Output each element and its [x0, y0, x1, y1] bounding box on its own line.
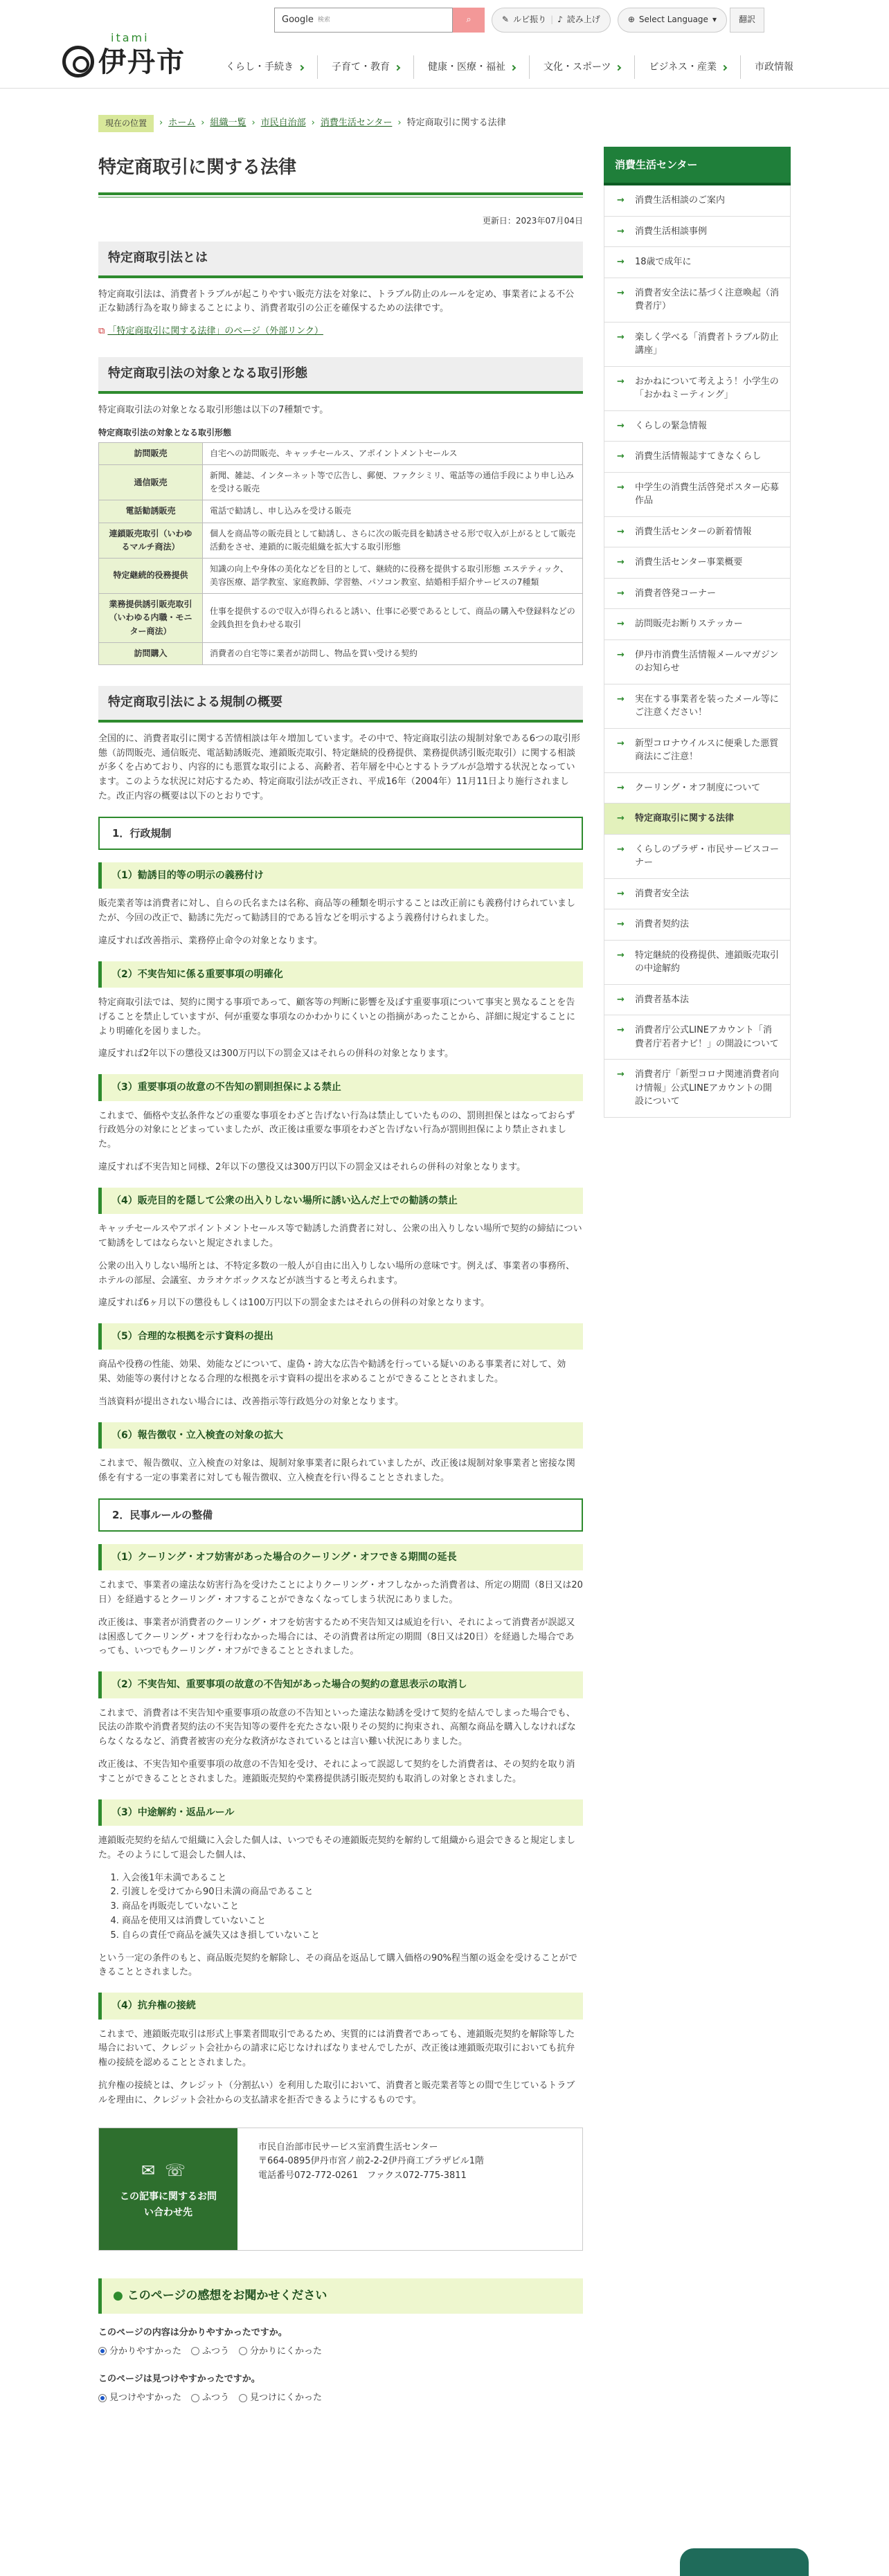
paragraph: キャッチセールスやアポイントメントセールス等で勧誘した消費者に対し、公衆の出入りしない場所で契約の締結について勧誘をしてはならないと規定されました。 — [98, 1224, 582, 1249]
search-placeholder: 検索 — [317, 16, 330, 24]
section-heading: 特定商取引法の対象となる取引形態 — [98, 357, 583, 394]
chevron-right-icon: › — [251, 118, 255, 129]
radio-label: 見つけやすかった — [109, 2393, 182, 2404]
table-header-cell: 通信販売 — [99, 464, 203, 500]
list-item: 3. 商品を再販売していないこと — [122, 1900, 583, 1914]
chevron-down-icon: ▾ — [712, 15, 717, 25]
trade-types-table — [98, 442, 583, 665]
table-row — [99, 464, 583, 500]
radio-option[interactable] — [98, 2345, 181, 2359]
section-heading: 特定商取引法による規制の概要 — [98, 686, 583, 723]
gnav-item[interactable] — [413, 55, 529, 79]
table-cell: 個人を商品等の販売員として勧誘し、さらに次の販売員を勧誘させる形で収入が上がるとして販売活動をさせ、連鎖的に販売組織を拡大する取引形態 — [203, 523, 583, 558]
gnav-label: 健康・医療・福祉 — [428, 62, 505, 73]
chevron-icon — [510, 65, 516, 71]
table-header-cell: 訪問販売 — [99, 442, 203, 464]
item-heading: （2）不実告知に係る重要事項の明確化 — [98, 961, 583, 988]
breadcrumb-link[interactable]: 組織一覧 — [210, 118, 246, 129]
paragraph: これまで、価格や支払条件などの重要な事項をわざと告げない行為は禁止していたものの、罰則担保とはなっておらず行政処分の対象にとどまっていましたが、改正後は重要な事項をわざと告げない行為が罰則担保により禁止されました。 — [98, 1110, 575, 1150]
logo-text: 伊丹市 — [98, 46, 186, 78]
radio-button[interactable] — [239, 2347, 247, 2355]
language-select[interactable] — [618, 8, 727, 33]
item-heading: （4）販売目的を隠して公衆の出入りしない場所に誘い込んだ上での勧誘の禁止 — [98, 1188, 583, 1214]
radio-option[interactable] — [239, 2345, 322, 2359]
breadcrumb-current: 特定商取引に関する法律 — [406, 118, 506, 129]
sidebar-item[interactable]: → 18歳で成年に — [604, 247, 791, 278]
language-label: Select Language — [638, 15, 708, 25]
sidebar-item[interactable]: → 消費生活センターの新着情報 — [604, 517, 791, 548]
table-header-cell: 電話勧誘販売 — [99, 500, 203, 523]
logo-mark-icon — [62, 46, 94, 78]
search-input[interactable] — [274, 8, 453, 33]
chevron-right-icon: › — [311, 118, 315, 129]
ruby-button[interactable]: ✎ ルビ振り | ♪ 読み上げ — [492, 8, 611, 33]
chevron-right-icon: › — [159, 118, 163, 129]
gnav-label: 子育て・教育 — [332, 62, 390, 73]
sidebar-item[interactable]: → くらしの緊急情報 — [604, 411, 791, 442]
item-heading: （3）重要事項の故意の不告知の罰則担保による禁止 — [98, 1074, 583, 1100]
radio-button[interactable] — [191, 2394, 199, 2402]
search-icon: ⌕ — [466, 14, 472, 25]
item-heading: （6）報告徴収・立入検査の対象の拡大 — [98, 1422, 583, 1449]
list-item: 1. 入会後1年未満であること — [122, 1871, 583, 1886]
external-link[interactable]: 「特定商取引に関する法律」のページ（外部リンク） — [107, 326, 323, 337]
table-cell: 新聞、雑誌、インターネット等で広告し、郵便、ファクシミリ、電話等の通信手段により申し込みを受ける販売 — [203, 464, 583, 500]
table-row — [99, 442, 583, 464]
paragraph: 特定商取引法は、消費者トラブルが起こりやすい販売方法を対象に、トラブル防止のルールを定め、事業者による不公正な勧誘行為を取り締まることにより、消費者取引の公正を確保するための法律です。 — [98, 289, 575, 314]
radio-label: 分かりにくかった — [250, 2346, 323, 2357]
sidebar-item[interactable]: → 実在する事業者を装ったメール等にご注意ください！ — [604, 684, 791, 729]
item-heading: （4）抗弁権の接続 — [98, 1993, 583, 2019]
table-cell: 消費者の自宅等に業者が訪問し、物品を買い受ける契約 — [203, 642, 583, 664]
survey-question: このページの内容は分かりやすかったですか。 — [98, 2327, 287, 2338]
sidebar-item[interactable]: → 消費者安全法 — [604, 879, 791, 910]
subsection-heading: 2．民事ルールの整備 — [98, 1498, 583, 1532]
sidebar-item[interactable]: → 消費者基本法 — [604, 985, 791, 1016]
translate-button[interactable]: 翻訳 — [730, 8, 764, 33]
sidebar-item[interactable]: → 特定商取引に関する法律 — [604, 804, 791, 835]
radio-button[interactable] — [98, 2347, 107, 2355]
sidebar-list — [604, 185, 791, 1118]
paragraph: 連鎖販売契約を結んで組織に入会した個人は、いつでもその連鎖販売契約を解約して組織から退会できると規定しました。そのようにして退会した個人は、 — [98, 1835, 576, 1860]
paragraph: 全国的に、消費者取引に関する苦情相談は年々増加しています。その中で、特定商取引法の規制対象である6つの取引形態（訪問販売、通信販売、電話勧誘販売、連鎖販売取引、特定継続的役務提供、業務提供誘引販売取引）に関する相談が多くを占めており、内容的にも悪質な取引による、高齢者、若年層を中心とするトラブルが急増する状況となっています。このような状況に対応するため、特定商取引法が改正され、平成16年（2004年）11月11日より施行されました。改正内容の概要は以下のとおりです。 — [98, 733, 580, 801]
paragraph: これまで、事業者の違法な妨害行為を受けたことによりクーリング・オフしなかった消費者は、所定の期間（8日又は20日）を経過するとクーリング・オフすることができなくなってしまう状況にありました。 — [98, 1580, 583, 1606]
contact-address: 〒664-0895伊丹市宮ノ前2-2-2伊丹商工プラザビル1階 — [258, 2156, 485, 2167]
paragraph: 当該資料が提出されない場合には、改善指示等行政処分の対象となります。 — [98, 1397, 404, 1408]
sidebar-item[interactable]: → 特定継続的役務提供、連鎖販売取引の中途解約 — [604, 941, 791, 985]
contact-header — [99, 2128, 237, 2250]
chevron-right-icon: › — [201, 118, 205, 129]
external-link-row — [98, 325, 583, 339]
table-cell: 知識の向上や身体の美化などを目的として、継続的に役務を提供する取引形態 エステティック、美容医療、語学教室、家庭教師、学習塾、パソコン教室、結婚相手紹介サービスの7種類 — [203, 558, 583, 593]
sidebar-item[interactable]: → 新型コロナウイルスに便乗した悪質商法にご注意！ — [604, 729, 791, 773]
survey-options — [98, 2391, 583, 2406]
section-heading: 特定商取引法とは — [98, 242, 583, 278]
sidebar-item[interactable]: → 消費者安全法に基づく注意喚起（消費者庁） — [604, 278, 791, 323]
table-header-cell: 業務提供誘引販売取引（いわゆる内職・モニター商法） — [99, 594, 203, 643]
search-engine-label: Google — [282, 14, 314, 25]
table-row — [99, 642, 583, 664]
item-heading: （1）クーリング・オフ妨害があった場合のクーリング・オフできる期間の延長 — [98, 1544, 583, 1570]
paragraph: 特定商取引法の対象となる取引形態は以下の7種類です。 — [98, 404, 329, 415]
item-heading: （3）中途解約・返品ルール — [98, 1799, 583, 1826]
radio-label: 見つけにくかった — [250, 2393, 323, 2404]
item-heading: （5）合理的な根拠を示す資料の提出 — [98, 1323, 583, 1350]
subsection-heading: 1．行政規制 — [98, 817, 583, 850]
list-item: 5. 自らの責任で商品を滅失又はき損していないこと — [122, 1929, 583, 1943]
globe-icon: ⊕ — [627, 15, 635, 25]
chevron-icon — [721, 65, 727, 71]
ruby-label: ルビ振り — [513, 15, 547, 25]
table-cell: 自宅への訪問販売、キャッチセールス、アポイントメントセールス — [203, 442, 583, 464]
paragraph: 販売業者等は消費者に対し、自らの氏名または名称、商品等の種類を明示することは改正前にも義務付けられていましたが、今回の改正で、勧誘に先だって勧誘目的である旨などを明示するよう義務付けられました。 — [98, 898, 576, 923]
chevron-icon — [616, 65, 621, 71]
radio-option[interactable] — [191, 2345, 229, 2359]
gnav-item[interactable] — [529, 55, 634, 79]
table-row — [99, 523, 583, 558]
header-toolbar — [274, 7, 764, 33]
radio-option[interactable] — [239, 2391, 322, 2406]
radio-label: 分かりやすかった — [109, 2346, 182, 2357]
radio-option[interactable] — [191, 2391, 229, 2406]
page-title: 特定商取引に関する法律 — [98, 154, 583, 195]
item-heading: （1）勧誘目的等の明示の義務付け — [98, 862, 583, 889]
gnav-item[interactable] — [317, 55, 413, 79]
sidebar-item[interactable]: → おかねについて考えよう！小学生の「おかねミーティング」 — [604, 367, 791, 411]
breadcrumb-here: 現在の位置 — [98, 115, 154, 132]
table-row — [99, 500, 583, 523]
list-item: 4. 商品を使用又は消費していないこと — [122, 1914, 583, 1929]
sidebar-item[interactable]: → 楽しく学べる「消費者トラブル防止講座」 — [604, 323, 791, 367]
survey-heading — [98, 2278, 583, 2314]
sidebar-item[interactable]: → 消費生活情報誌すてきなくらし — [604, 442, 791, 473]
mail-phone-icon: ✉☏ — [141, 2160, 196, 2180]
speaker-icon: ♪ — [557, 15, 563, 25]
paragraph: 抗弁権の接続とは、クレジット（分割払い）を利用した取引において、消費者と販売業者等との間で生じているトラブルを理由に、クレジット会社からの支払請求を拒否できるようにするものです。 — [98, 2080, 575, 2105]
breadcrumb-link[interactable]: 市民自治部 — [260, 118, 306, 129]
contact-heading: この記事に関するお問い合わせ先 — [120, 2191, 217, 2218]
gnav-item[interactable] — [634, 55, 740, 79]
global-nav — [212, 55, 807, 79]
survey-options — [98, 2345, 583, 2359]
survey-question: このページは見つけやすかったですか。 — [98, 2374, 260, 2385]
sidebar-item[interactable]: → 訪問販売お断りステッカー — [604, 609, 791, 640]
gnav-item[interactable] — [212, 55, 317, 79]
page-top-button[interactable] — [680, 2548, 809, 2576]
gnav-item[interactable] — [740, 55, 807, 79]
sidebar-item[interactable]: → 伊丹市消費生活情報メールマガジンのお知らせ — [604, 640, 791, 684]
paragraph: 違反すれば改善指示、業務停止命令の対象となります。 — [98, 935, 323, 946]
contact-org: 市民自治部市民サービス室消費生活センター — [258, 2141, 438, 2152]
breadcrumb-link[interactable]: 消費生活センター — [320, 118, 393, 129]
radio-option[interactable] — [98, 2391, 181, 2406]
gnav-label: 文化・スポーツ — [544, 62, 611, 73]
paragraph: これまで、報告徴収、立入検査の対象は、規制対象事業者に限られていましたが、改正後は規制対象事業者と密接な関係を有する一定の事業者に対しても報告徴収、立入検査を行い得ることとされました。 — [98, 1458, 575, 1484]
updated-date: 更新日：2023年07月04日 — [482, 215, 583, 226]
paragraph: 違反すれば6ヶ月以下の懲役もしくは100万円以下の罰金またはそれらの併科の対象となります。 — [98, 1298, 490, 1309]
search-button[interactable] — [453, 8, 485, 33]
sidebar-item[interactable]: → 消費者庁公式LINEアカウント「消費者庁若者ナビ！」の開設について — [604, 1015, 791, 1060]
condition-list — [122, 1871, 583, 1943]
radio-button[interactable] — [191, 2347, 199, 2355]
radio-button[interactable] — [239, 2394, 247, 2402]
contact-tel: 電話番号072-772-0261 ファクス072-775-3811 — [258, 2170, 467, 2182]
list-item: 2. 引渡しを受けてから90日未満の商品であること — [122, 1885, 583, 1900]
table-caption: 特定商取引法の対象となる取引形態 — [98, 427, 232, 437]
sidebar-item[interactable]: → 消費者啓発コーナー — [604, 579, 791, 610]
paragraph: 公衆の出入りしない場所とは、不特定多数の一般人が自由に出入りしない場所の意味です。例えば、事業者の事務所、ホテルの部屋、会議室、カラオケボックスなどが該当すると考えられます。 — [98, 1260, 575, 1286]
gnav-label: くらし・手続き — [226, 62, 294, 73]
radio-button[interactable] — [98, 2394, 107, 2402]
paragraph: 違反すれば不実告知と同様、2年以下の懲役又は300万円以下の罰金又はそれらの併科の対象となります。 — [98, 1161, 526, 1172]
survey-title: このページの感想をお聞かせください — [127, 2288, 327, 2303]
table-row — [99, 594, 583, 643]
logo-deco: itami — [111, 31, 150, 44]
breadcrumb — [98, 115, 506, 132]
sidebar-item[interactable]: → 消費者契約法 — [604, 909, 791, 941]
table-row — [99, 558, 583, 593]
table-cell: 電話で勧誘し、申し込みを受ける販売 — [203, 500, 583, 523]
chat-icon: ● — [113, 2288, 127, 2303]
chevron-icon — [395, 65, 400, 71]
speech-label: 読み上げ — [566, 15, 600, 25]
sidebar-item[interactable]: → クーリング・オフ制度について — [604, 773, 791, 804]
gnav-label: 市政情報 — [755, 62, 794, 73]
paragraph: 改正後は、事業者が消費者のクーリング・オフを妨害するため不実告知又は威迫を行い、それによって消費者が誤認又は困惑してクーリング・オフを行わなかった場合には、その消費者は所定の期間（8日又は20日）を経過した場合であっても、いつでもクーリング・オフができることとされました。 — [98, 1617, 575, 1657]
sidebar-item[interactable]: → 消費者庁「新型コロナ関連消費者向け情報」公式LINEアカウントの開設について — [604, 1060, 791, 1118]
paragraph: 改正後は、不実告知や重要事項の故意の不告知を受け、それによって誤認して契約をした消費者は、その契約を取り消すことができることとされました。連鎖販売契約や業務提供誘引販売契約も取消しの対象とされました。 — [98, 1759, 575, 1784]
site-logo[interactable] — [62, 28, 187, 83]
site-header — [0, 0, 889, 89]
table-header-cell: 連鎖販売取引（いわゆるマルチ商法） — [99, 523, 203, 558]
pencil-icon: ✎ — [502, 15, 510, 25]
main-content — [98, 154, 583, 2420]
gnav-label: ビジネス・産業 — [649, 62, 717, 73]
radio-label: ふつう — [202, 2346, 230, 2357]
chevron-icon — [298, 65, 304, 71]
sidebar-item[interactable]: → 消費生活相談事例 — [604, 217, 791, 248]
contact-box — [98, 2128, 583, 2251]
sidebar-item[interactable]: → 中学生の消費生活啓発ポスター応募作品 — [604, 473, 791, 517]
table-header-cell: 特定継続的役務提供 — [99, 558, 203, 593]
paragraph: これまで、消費者は不実告知や重要事項の故意の不告知といった違法な勧誘を受けて契約を結んでしまった場合でも、民法の詐欺や消費者契約法の不実告知等の要件を充たさない限りその契約に拘束され、高額な商品を購入しなければならなくなるなど、消費者被害の充分な救済がなされているとは言い難い状況にありました。 — [98, 1707, 576, 1748]
paragraph: 商品や役務の性能、効果、効能などについて、虚偽・誇大な広告や勧誘を行っている疑いのある事業者に対して、効果、効能等の裏付けとなる合理的な根拠を示す資料の提出を求めることができることとされました。 — [98, 1359, 566, 1385]
paragraph: 違反すれば2年以下の懲役又は300万円以下の罰金又はそれらの併科の対象となります。 — [98, 1049, 454, 1060]
breadcrumb-link[interactable]: ホーム — [168, 118, 196, 129]
contact-body — [237, 2128, 505, 2250]
sidebar-item[interactable]: → 消費生活相談のご案内 — [604, 185, 791, 217]
item-heading: （2）不実告知、重要事項の故意の不告知があった場合の契約の意思表示の取消し — [98, 1671, 583, 1698]
paragraph: という一定の条件のもと、商品販売契約を解除し、その商品を返品して購入価格の90%程当額の返金を受けることができることとされました。 — [98, 1952, 577, 1978]
paragraph: 特定商取引法では、契約に関する事項であって、顧客等の判断に影響を及ぼす重要事項について事実と異なることを告げることを禁止していますが、何が重要な事項なのかわかりにくいとの指摘があったことから、詳細に規定することにより明確化を図りました。 — [98, 997, 575, 1037]
table-header-cell: 訪問購入 — [99, 642, 203, 664]
sidebar — [604, 147, 791, 1118]
sidebar-title[interactable]: 消費生活センター — [604, 147, 791, 185]
paragraph: これまで、連鎖販売取引は形式上事業者間取引であるため、実質的には消費者であっても、連鎖販売契約を解除等した場合において、クレジット会社からの請求に応じなければなりませんでしたが、改正後は連鎖販売取引においても抗弁権の接続を認めることとされました。 — [98, 2029, 575, 2069]
radio-label: ふつう — [202, 2393, 230, 2404]
table-cell: 仕事を提供するので収入が得られると誘い、仕事に必要であるとして、商品の購入や登録料などの金銭負担を負わせる取引 — [203, 594, 583, 643]
sidebar-item[interactable]: → くらしのプラザ・市民サービスコーナー — [604, 835, 791, 879]
chevron-right-icon: › — [397, 118, 402, 129]
sidebar-item[interactable]: → 消費生活センター事業概要 — [604, 547, 791, 579]
external-link-icon: ⧉ — [98, 326, 108, 337]
